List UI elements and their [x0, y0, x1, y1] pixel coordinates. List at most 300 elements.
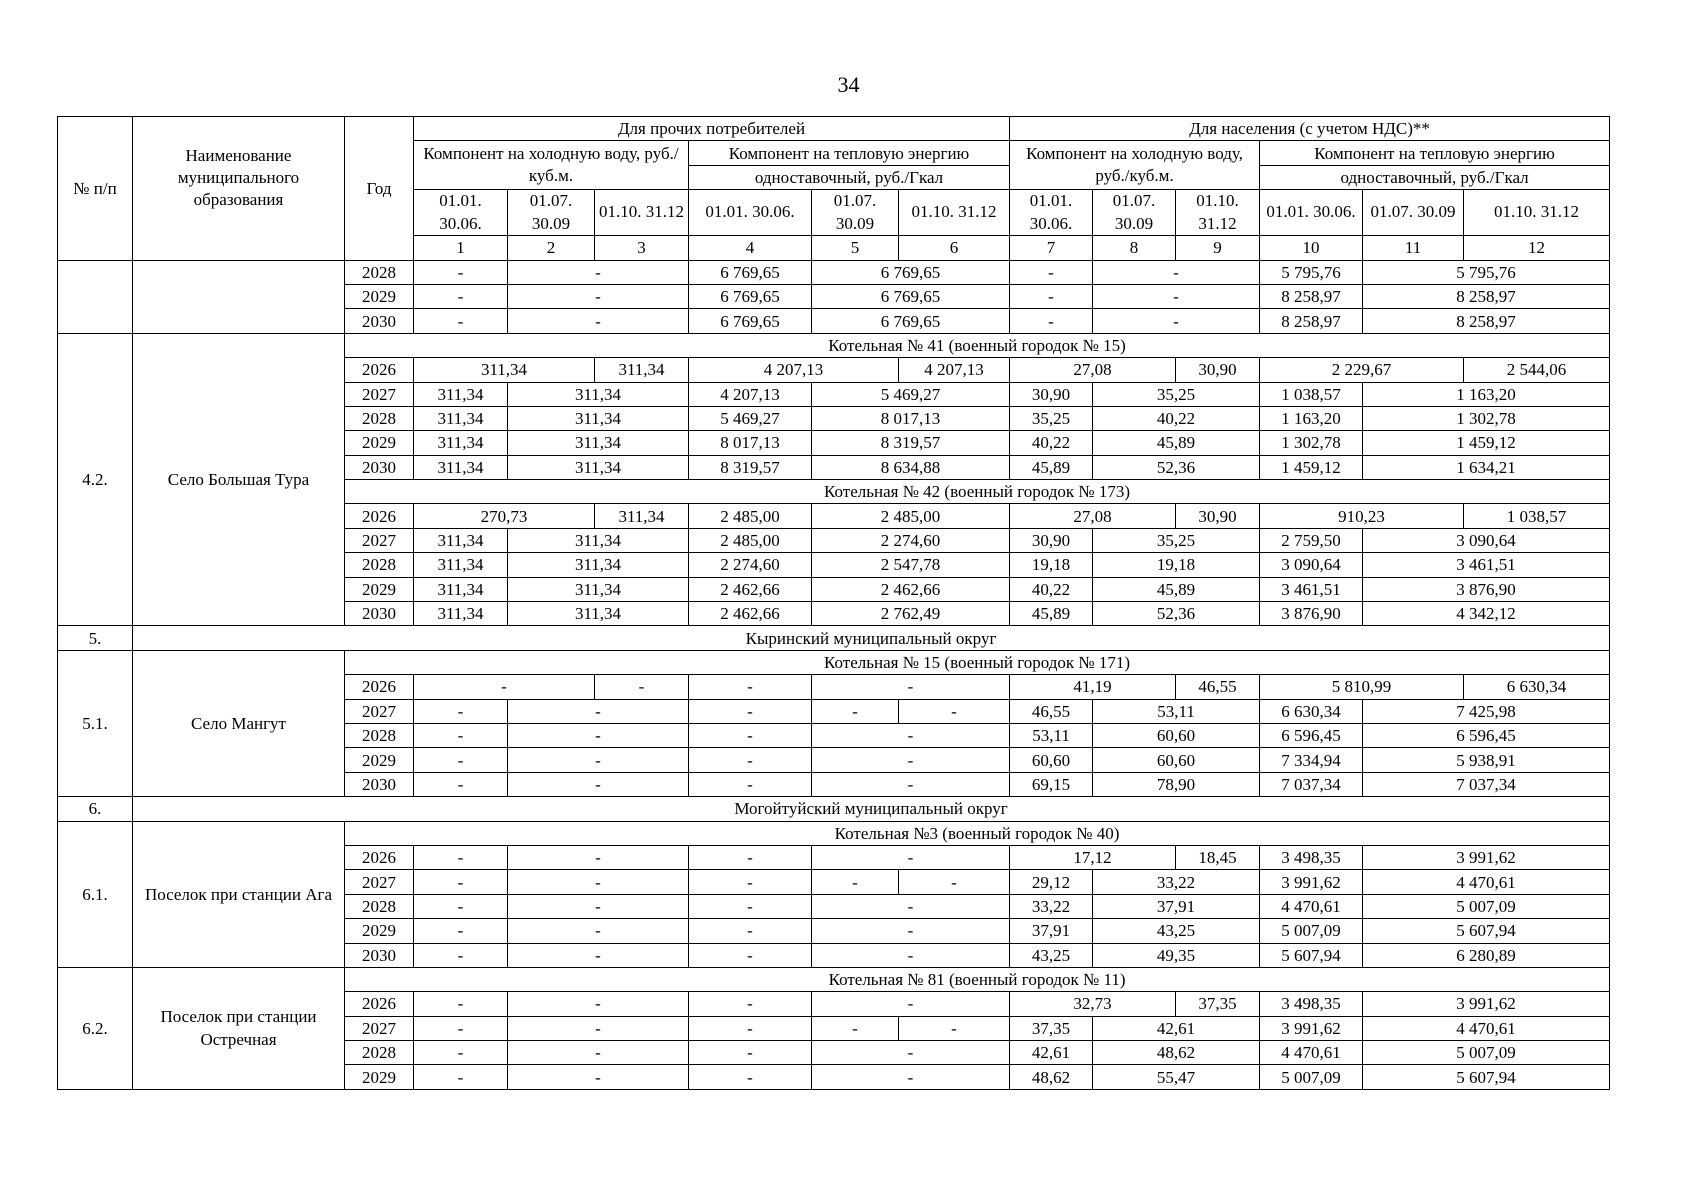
- heat-cell: -: [689, 748, 812, 772]
- year-cell: 2027: [345, 528, 414, 552]
- boiler-title-row: [58, 333, 1610, 357]
- pop-cold-water-cell: 49,35: [1093, 943, 1260, 967]
- heat-cell: -: [689, 943, 812, 967]
- year-cell: 2028: [345, 723, 414, 747]
- pop-cold-water-cell: 55,47: [1093, 1065, 1260, 1089]
- year-cell: 2027: [345, 699, 414, 723]
- pop-cold-water-cell: 35,25: [1093, 382, 1260, 406]
- boiler-title: Котельная № 42 (военный городок № 173): [345, 480, 1610, 504]
- pop-cold-water-cell: 19,18: [1010, 553, 1093, 577]
- pop-heat-cell: 1 038,57: [1260, 382, 1363, 406]
- cold-water-cell: -: [508, 870, 689, 894]
- cold-water-cell: -: [508, 992, 689, 1016]
- heat-cell: -: [689, 772, 812, 796]
- pop-heat-cell: 5 938,91: [1363, 748, 1610, 772]
- cold-water-cell: -: [414, 748, 508, 772]
- heat-cell: 2 485,00: [812, 504, 1010, 528]
- year-cell: 2026: [345, 504, 414, 528]
- heat-cell: -: [812, 1016, 899, 1040]
- cold-water-cell: -: [508, 309, 689, 333]
- pop-cold-water-cell: 41,19: [1010, 675, 1176, 699]
- pop-heat-cell: 8 258,97: [1363, 284, 1610, 308]
- pop-cold-water-cell: 37,35: [1176, 992, 1260, 1016]
- pop-heat-cell: 6 596,45: [1260, 723, 1363, 747]
- pop-cold-water-cell: 78,90: [1093, 772, 1260, 796]
- pop-heat-cell: 5 607,94: [1363, 919, 1610, 943]
- pop-cold-water-cell: 30,90: [1010, 382, 1093, 406]
- heat-cell: -: [899, 699, 1010, 723]
- pop-heat-cell: 5 607,94: [1363, 1065, 1610, 1089]
- pop-cold-water-cell: 30,90: [1176, 504, 1260, 528]
- pop-heat-cell: 5 810,99: [1260, 675, 1464, 699]
- boiler-title: Котельная № 15 (военный городок № 171): [345, 650, 1610, 674]
- pop-heat-cell: 4 470,61: [1363, 1016, 1610, 1040]
- pop-cold-water-cell: 40,22: [1010, 431, 1093, 455]
- cold-water-cell: 311,34: [508, 406, 689, 430]
- heat-cell: 2 274,60: [689, 553, 812, 577]
- header-period-cell: 01.10. 31.12: [1176, 190, 1260, 236]
- cold-water-cell: -: [508, 699, 689, 723]
- heat-cell: 4 207,13: [689, 382, 812, 406]
- cold-water-cell: 311,34: [595, 504, 689, 528]
- cold-water-cell: -: [508, 919, 689, 943]
- cold-water-cell: -: [508, 284, 689, 308]
- cold-water-cell: -: [414, 1065, 508, 1089]
- column-number-cell: 11: [1363, 236, 1464, 260]
- pop-cold-water-cell: 30,90: [1010, 528, 1093, 552]
- year-cell: 2030: [345, 943, 414, 967]
- year-cell: 2028: [345, 260, 414, 284]
- pop-cold-water-cell: 42,61: [1010, 1041, 1093, 1065]
- column-number-cell: 7: [1010, 236, 1093, 260]
- year-cell: 2026: [345, 675, 414, 699]
- cold-water-cell: -: [414, 772, 508, 796]
- cold-water-cell: -: [508, 748, 689, 772]
- header-period-cell: 01.10. 31.12: [595, 190, 689, 236]
- cold-water-cell: -: [508, 1065, 689, 1089]
- cold-water-cell: 311,34: [414, 602, 508, 626]
- heat-cell: -: [689, 845, 812, 869]
- year-cell: 2029: [345, 1065, 414, 1089]
- section-name: Поселок при станции Остречная: [133, 967, 345, 1089]
- cold-water-cell: -: [508, 943, 689, 967]
- cold-water-cell: -: [508, 1016, 689, 1040]
- heat-cell: -: [899, 1016, 1010, 1040]
- year-cell: 2027: [345, 870, 414, 894]
- year-cell: 2030: [345, 772, 414, 796]
- heat-cell: 6 769,65: [689, 309, 812, 333]
- heat-cell: 8 319,57: [689, 455, 812, 479]
- empty-name-cell: [133, 260, 345, 333]
- heat-cell: -: [812, 1065, 1010, 1089]
- heat-cell: 8 319,57: [812, 431, 1010, 455]
- pop-heat-cell: 2 544,06: [1464, 358, 1610, 382]
- pop-cold-water-cell: 69,15: [1010, 772, 1093, 796]
- district-row: [58, 626, 1610, 650]
- header-period-cell: 01.07. 30.09: [1363, 190, 1464, 236]
- pop-heat-cell: 4 342,12: [1363, 602, 1610, 626]
- header-other-heat-line1: Компонент на тепловую энергию: [689, 141, 1010, 165]
- district-row: [58, 797, 1610, 821]
- pop-heat-cell: 6 596,45: [1363, 723, 1610, 747]
- pop-heat-cell: 3 461,51: [1363, 553, 1610, 577]
- heat-cell: -: [812, 772, 1010, 796]
- heat-cell: 5 469,27: [689, 406, 812, 430]
- cold-water-cell: -: [414, 284, 508, 308]
- pop-heat-cell: 4 470,61: [1260, 894, 1363, 918]
- column-number-cell: 3: [595, 236, 689, 260]
- year-cell: 2030: [345, 455, 414, 479]
- cold-water-cell: -: [414, 723, 508, 747]
- heat-cell: -: [812, 894, 1010, 918]
- empty-num-cell: [58, 260, 133, 333]
- cold-water-cell: 311,34: [414, 431, 508, 455]
- pop-heat-cell: 4 470,61: [1260, 1041, 1363, 1065]
- pop-cold-water-cell: 45,89: [1093, 431, 1260, 455]
- cold-water-cell: -: [414, 260, 508, 284]
- year-cell: 2029: [345, 284, 414, 308]
- pop-cold-water-cell: 32,73: [1010, 992, 1176, 1016]
- header-other-cold-water: Компонент на холодную воду, руб./куб.м.: [414, 141, 689, 190]
- pop-heat-cell: 3 876,90: [1363, 577, 1610, 601]
- year-cell: 2026: [345, 845, 414, 869]
- pop-cold-water-cell: -: [1010, 309, 1093, 333]
- pop-cold-water-cell: 27,08: [1010, 358, 1176, 382]
- column-number-cell: 6: [899, 236, 1010, 260]
- pop-heat-cell: 1 302,78: [1363, 406, 1610, 430]
- header-group-other: Для прочих потребителей: [414, 117, 1010, 141]
- cold-water-cell: -: [414, 699, 508, 723]
- column-number-cell: 10: [1260, 236, 1363, 260]
- pop-heat-cell: 7 425,98: [1363, 699, 1610, 723]
- cold-water-cell: -: [414, 870, 508, 894]
- pop-cold-water-cell: 45,89: [1093, 577, 1260, 601]
- header-year: Год: [345, 117, 414, 261]
- cold-water-cell: -: [414, 1016, 508, 1040]
- header-period-cell: 01.07. 30.09: [1093, 190, 1176, 236]
- pop-heat-cell: 2 759,50: [1260, 528, 1363, 552]
- pop-cold-water-cell: 45,89: [1010, 602, 1093, 626]
- heat-cell: -: [812, 992, 1010, 1016]
- pop-heat-cell: 1 163,20: [1363, 382, 1610, 406]
- heat-cell: -: [812, 870, 899, 894]
- pop-cold-water-cell: 53,11: [1093, 699, 1260, 723]
- header-period-cell: 01.07. 30.09: [508, 190, 595, 236]
- district-title: Кыринский муниципальный округ: [133, 626, 1610, 650]
- page-number: 34: [837, 72, 860, 97]
- cold-water-cell: -: [508, 723, 689, 747]
- cold-water-cell: 311,34: [508, 455, 689, 479]
- section-name: Поселок при станции Ага: [133, 821, 345, 967]
- pop-cold-water-cell: -: [1010, 260, 1093, 284]
- pop-cold-water-cell: 40,22: [1093, 406, 1260, 430]
- boiler-title-row: [58, 821, 1610, 845]
- cold-water-cell: 311,34: [414, 358, 595, 382]
- year-cell: 2030: [345, 602, 414, 626]
- cold-water-cell: -: [414, 943, 508, 967]
- cold-water-cell: -: [414, 309, 508, 333]
- pop-heat-cell: 6 280,89: [1363, 943, 1610, 967]
- cold-water-cell: -: [414, 1041, 508, 1065]
- pop-cold-water-cell: 60,60: [1093, 723, 1260, 747]
- heat-cell: 6 769,65: [812, 260, 1010, 284]
- heat-cell: 6 769,65: [812, 284, 1010, 308]
- pop-cold-water-cell: -: [1093, 309, 1260, 333]
- heat-cell: -: [689, 992, 812, 1016]
- pop-heat-cell: 5 607,94: [1260, 943, 1363, 967]
- header-pop-heat-line2: одноставочный, руб./Гкал: [1260, 165, 1610, 189]
- pop-cold-water-cell: 60,60: [1093, 748, 1260, 772]
- pop-cold-water-cell: 37,91: [1093, 894, 1260, 918]
- pop-heat-cell: 3 498,35: [1260, 845, 1363, 869]
- header-pop-cold-water: Компонент на холодную воду, руб./куб.м.: [1010, 141, 1260, 190]
- pop-heat-cell: 3 090,64: [1363, 528, 1610, 552]
- pop-cold-water-cell: 42,61: [1093, 1016, 1260, 1040]
- pop-cold-water-cell: 19,18: [1093, 553, 1260, 577]
- pop-cold-water-cell: 30,90: [1176, 358, 1260, 382]
- column-number-cell: 2: [508, 236, 595, 260]
- heat-cell: -: [899, 870, 1010, 894]
- pop-heat-cell: 2 229,67: [1260, 358, 1464, 382]
- column-number-cell: 9: [1176, 236, 1260, 260]
- heat-cell: 4 207,13: [689, 358, 899, 382]
- heat-cell: -: [689, 1065, 812, 1089]
- pop-cold-water-cell: 45,89: [1010, 455, 1093, 479]
- heat-cell: -: [689, 919, 812, 943]
- pop-heat-cell: 1 163,20: [1260, 406, 1363, 430]
- boiler-title: Котельная № 81 (военный городок № 11): [345, 967, 1610, 991]
- heat-cell: -: [812, 675, 1010, 699]
- pop-heat-cell: 8 258,97: [1260, 284, 1363, 308]
- pop-heat-cell: 5 007,09: [1260, 1065, 1363, 1089]
- boiler-title: Котельная №3 (военный городок № 40): [345, 821, 1610, 845]
- header-period-cell: 01.10. 31.12: [899, 190, 1010, 236]
- pop-cold-water-cell: 35,25: [1093, 528, 1260, 552]
- year-cell: 2030: [345, 309, 414, 333]
- section-name: Село Большая Тура: [133, 333, 345, 626]
- pop-cold-water-cell: 48,62: [1010, 1065, 1093, 1089]
- pop-heat-cell: 3 991,62: [1260, 870, 1363, 894]
- heat-cell: 2 274,60: [812, 528, 1010, 552]
- pop-cold-water-cell: 27,08: [1010, 504, 1176, 528]
- header-other-heat-line2: одноставочный, руб./Гкал: [689, 165, 1010, 189]
- heat-cell: 2 462,66: [812, 577, 1010, 601]
- pop-cold-water-cell: 43,25: [1093, 919, 1260, 943]
- heat-cell: 5 469,27: [812, 382, 1010, 406]
- cold-water-cell: -: [414, 675, 595, 699]
- pop-cold-water-cell: 40,22: [1010, 577, 1093, 601]
- year-cell: 2028: [345, 553, 414, 577]
- pop-heat-cell: 7 037,34: [1363, 772, 1610, 796]
- pop-cold-water-cell: 35,25: [1010, 406, 1093, 430]
- pop-heat-cell: 1 459,12: [1260, 455, 1363, 479]
- pop-heat-cell: 6 630,34: [1260, 699, 1363, 723]
- pop-heat-cell: 1 302,78: [1260, 431, 1363, 455]
- pop-cold-water-cell: 33,22: [1093, 870, 1260, 894]
- heat-cell: -: [689, 894, 812, 918]
- pop-heat-cell: 7 037,34: [1260, 772, 1363, 796]
- pop-heat-cell: 5 007,09: [1363, 894, 1610, 918]
- heat-cell: -: [812, 723, 1010, 747]
- cold-water-cell: -: [414, 919, 508, 943]
- cold-water-cell: -: [414, 845, 508, 869]
- pop-heat-cell: 5 795,76: [1363, 260, 1610, 284]
- cold-water-cell: 311,34: [414, 528, 508, 552]
- column-number-cell: 8: [1093, 236, 1176, 260]
- header-period-cell: 01.10. 31.12: [1464, 190, 1610, 236]
- cold-water-cell: 311,34: [508, 431, 689, 455]
- district-title: Могойтуйский муниципальный округ: [133, 797, 1610, 821]
- year-cell: 2029: [345, 748, 414, 772]
- pop-heat-cell: 1 038,57: [1464, 504, 1610, 528]
- heat-cell: -: [812, 919, 1010, 943]
- cold-water-cell: 311,34: [508, 528, 689, 552]
- header-name: Наименование муниципального образования: [133, 117, 345, 261]
- heat-cell: 2 485,00: [689, 504, 812, 528]
- pop-heat-cell: 3 991,62: [1260, 1016, 1363, 1040]
- pop-cold-water-cell: -: [1010, 284, 1093, 308]
- heat-cell: 2 462,66: [689, 602, 812, 626]
- heat-cell: -: [812, 1041, 1010, 1065]
- pop-heat-cell: 4 470,61: [1363, 870, 1610, 894]
- heat-cell: -: [812, 943, 1010, 967]
- heat-cell: 2 462,66: [689, 577, 812, 601]
- heat-cell: 6 769,65: [689, 260, 812, 284]
- heat-cell: -: [812, 845, 1010, 869]
- pop-heat-cell: 1 634,21: [1363, 455, 1610, 479]
- pop-heat-cell: 8 258,97: [1363, 309, 1610, 333]
- boiler-title: Котельная № 41 (военный городок № 15): [345, 333, 1610, 357]
- year-cell: 2028: [345, 406, 414, 430]
- cold-water-cell: -: [508, 772, 689, 796]
- year-cell: 2027: [345, 382, 414, 406]
- header-num: № п/п: [58, 117, 133, 261]
- cold-water-cell: -: [508, 260, 689, 284]
- pop-heat-cell: 3 090,64: [1260, 553, 1363, 577]
- heat-cell: 6 769,65: [812, 309, 1010, 333]
- cold-water-cell: 311,34: [508, 602, 689, 626]
- pop-heat-cell: 7 334,94: [1260, 748, 1363, 772]
- tariff-table: [57, 116, 1610, 1090]
- header-row-1: [58, 117, 1610, 141]
- pop-heat-cell: 3 876,90: [1260, 602, 1363, 626]
- section-number: 5.1.: [58, 650, 133, 796]
- year-cell: 2029: [345, 431, 414, 455]
- cold-water-cell: 311,34: [414, 553, 508, 577]
- pop-heat-cell: 3 991,62: [1363, 845, 1610, 869]
- heat-cell: -: [689, 1016, 812, 1040]
- heat-cell: -: [812, 699, 899, 723]
- pop-cold-water-cell: -: [1093, 260, 1260, 284]
- year-cell: 2027: [345, 1016, 414, 1040]
- cold-water-cell: 311,34: [414, 406, 508, 430]
- year-cell: 2029: [345, 577, 414, 601]
- section-number: 6.2.: [58, 967, 133, 1089]
- pop-cold-water-cell: 52,36: [1093, 455, 1260, 479]
- heat-cell: -: [689, 723, 812, 747]
- year-cell: 2028: [345, 1041, 414, 1065]
- heat-cell: 6 769,65: [689, 284, 812, 308]
- pop-cold-water-cell: 37,35: [1010, 1016, 1093, 1040]
- cold-water-cell: -: [595, 675, 689, 699]
- header-period-cell: 01.01. 30.06.: [414, 190, 508, 236]
- pop-heat-cell: 3 498,35: [1260, 992, 1363, 1016]
- boiler-title-row: [58, 650, 1610, 674]
- header-pop-heat-line1: Компонент на тепловую энергию: [1260, 141, 1610, 165]
- header-group-population: Для населения (с учетом НДС)**: [1010, 117, 1610, 141]
- heat-cell: -: [689, 675, 812, 699]
- pop-cold-water-cell: 33,22: [1010, 894, 1093, 918]
- cold-water-cell: 311,34: [414, 382, 508, 406]
- pop-heat-cell: 5 007,09: [1363, 1041, 1610, 1065]
- header-period-cell: 01.01. 30.06.: [1010, 190, 1093, 236]
- pop-cold-water-cell: 60,60: [1010, 748, 1093, 772]
- cold-water-cell: 270,73: [414, 504, 595, 528]
- heat-cell: 8 017,13: [689, 431, 812, 455]
- header-period-cell: 01.07. 30.09: [812, 190, 899, 236]
- heat-cell: 2 762,49: [812, 602, 1010, 626]
- district-number: 5.: [58, 626, 133, 650]
- column-number-cell: 4: [689, 236, 812, 260]
- pop-cold-water-cell: 53,11: [1010, 723, 1093, 747]
- cold-water-cell: -: [508, 845, 689, 869]
- table-row: [58, 260, 1610, 284]
- heat-cell: -: [812, 748, 1010, 772]
- section-number: 6.1.: [58, 821, 133, 967]
- column-number-cell: 12: [1464, 236, 1610, 260]
- cold-water-cell: 311,34: [414, 577, 508, 601]
- year-cell: 2028: [345, 894, 414, 918]
- pop-cold-water-cell: 46,55: [1010, 699, 1093, 723]
- year-cell: 2026: [345, 358, 414, 382]
- pop-heat-cell: 8 258,97: [1260, 309, 1363, 333]
- pop-cold-water-cell: 17,12: [1010, 845, 1176, 869]
- pop-cold-water-cell: 52,36: [1093, 602, 1260, 626]
- pop-cold-water-cell: 46,55: [1176, 675, 1260, 699]
- header-period-cell: 01.01. 30.06.: [689, 190, 812, 236]
- cold-water-cell: 311,34: [414, 455, 508, 479]
- boiler-title-row: [58, 967, 1610, 991]
- heat-cell: -: [689, 1041, 812, 1065]
- heat-cell: -: [689, 699, 812, 723]
- pop-cold-water-cell: 48,62: [1093, 1041, 1260, 1065]
- pop-heat-cell: 3 461,51: [1260, 577, 1363, 601]
- cold-water-cell: 311,34: [508, 577, 689, 601]
- heat-cell: 2 547,78: [812, 553, 1010, 577]
- section-number: 4.2.: [58, 333, 133, 626]
- pop-heat-cell: 6 630,34: [1464, 675, 1610, 699]
- cold-water-cell: -: [508, 1041, 689, 1065]
- heat-cell: -: [689, 870, 812, 894]
- pop-heat-cell: 5 795,76: [1260, 260, 1363, 284]
- header-period-cell: 01.01. 30.06.: [1260, 190, 1363, 236]
- pop-heat-cell: 5 007,09: [1260, 919, 1363, 943]
- year-cell: 2029: [345, 919, 414, 943]
- column-number-cell: 5: [812, 236, 899, 260]
- column-number-cell: 1: [414, 236, 508, 260]
- cold-water-cell: -: [414, 992, 508, 1016]
- pop-cold-water-cell: 43,25: [1010, 943, 1093, 967]
- pop-cold-water-cell: 37,91: [1010, 919, 1093, 943]
- pop-heat-cell: 3 991,62: [1363, 992, 1610, 1016]
- pop-cold-water-cell: -: [1093, 284, 1260, 308]
- heat-cell: 4 207,13: [899, 358, 1010, 382]
- cold-water-cell: 311,34: [508, 382, 689, 406]
- pop-heat-cell: 1 459,12: [1363, 431, 1610, 455]
- heat-cell: 2 485,00: [689, 528, 812, 552]
- cold-water-cell: -: [508, 894, 689, 918]
- pop-heat-cell: 910,23: [1260, 504, 1464, 528]
